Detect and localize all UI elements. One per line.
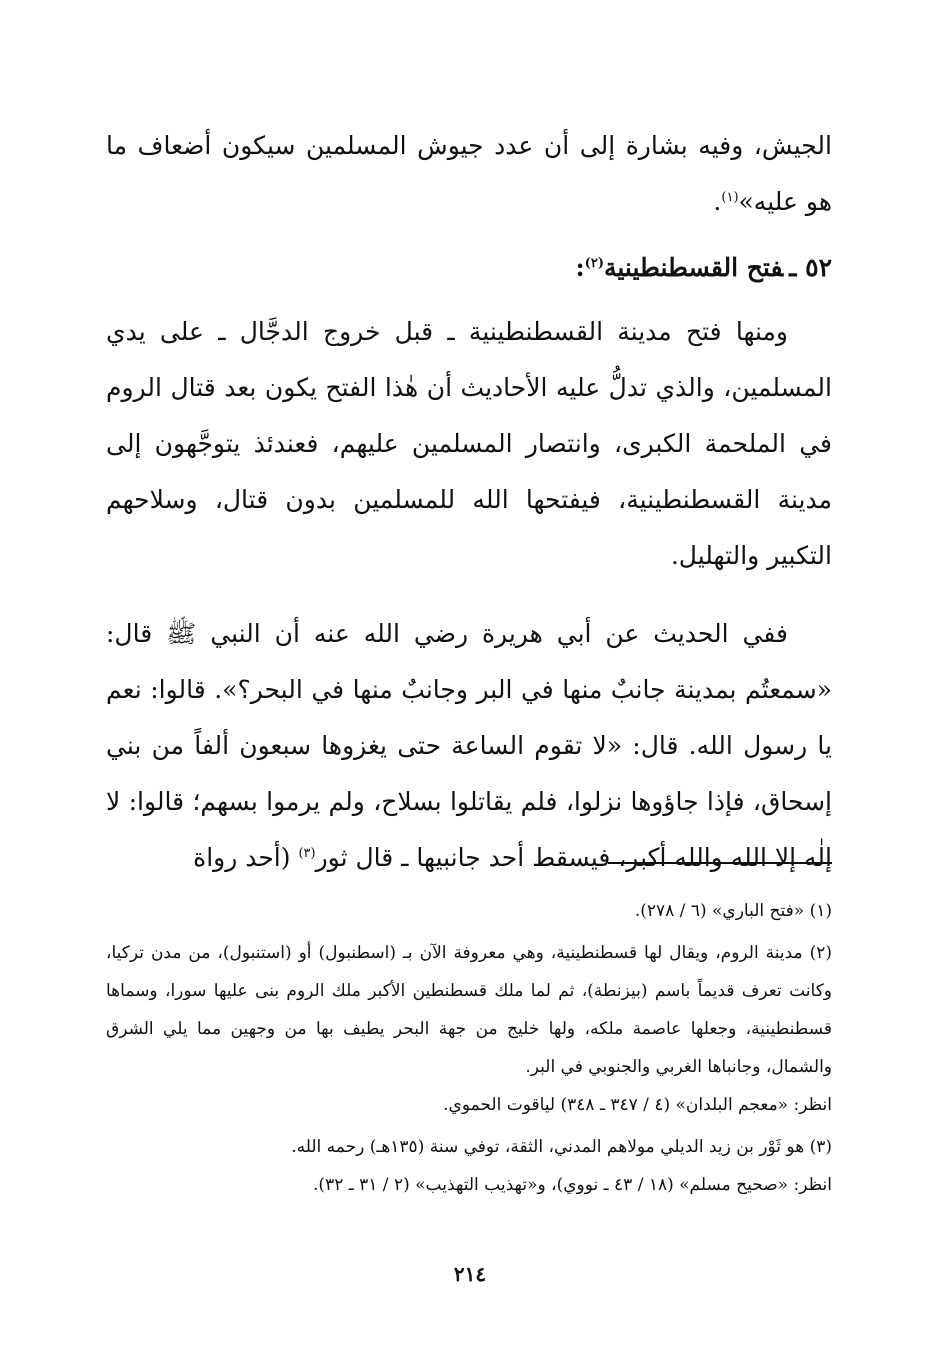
section-heading: [106, 240, 832, 296]
paragraph-1: [106, 118, 832, 230]
footnotes: [106, 892, 832, 1204]
footnote-3-reference: انظر: «صحيح مسلم» (١٨ / ٤٣ ـ نووي)، و«تهذيب التهذيب» (٢ / ٣١ ـ ٣٢).: [313, 1175, 832, 1195]
section-heading-end: :: [575, 253, 585, 282]
section-title: فتح القسطنطينية: [603, 253, 784, 282]
paragraph-3: [106, 606, 832, 886]
footnote-marker-3: (٣): [298, 846, 316, 861]
paragraph-3-text: ففي الحديث عن أبي هريرة رضي الله عنه أن النبي ﷺ قال: «سمعتُم بمدينة جانبٌ منها في البر وجانبٌ منها في البحر؟». قالوا: نعم يا رسول الله. قال: «لا تقوم الساعة حتى يغزوها سبعون ألفاً من بني إسحاق، فإذا جاؤوها نزلوا، فلم يقاتلوا بسلاح، ولم يرموا بسهم؛ قالوا: لا إلٰه إلا الله والله أكبر، فيسقط أحد جانبيها ـ قال ثور: [106, 619, 833, 872]
main-text: [106, 118, 832, 886]
section-number: ٥٢ ـ: [789, 253, 832, 282]
footnote-2-reference: انظر: «معجم البلدان» (٤ / ٣٤٧ ـ ٣٤٨) لياقوت الحموي.: [443, 1095, 832, 1115]
paragraph-1-end: .: [713, 187, 722, 216]
page-number: ٢١٤: [453, 1262, 487, 1286]
footnote-2: (٢) مدينة الروم، ويقال لها قسطنطينية، وهي معروفة الآن بـ (اسطنبول) أو (استنبول)، من مدن تركيا، وكانت تعرف قديماً باسم (بيزنطة)، ثم لما ملك قسطنطين الأكبر ملك الروم بنى عليها سورا، وسماها قسطنطينية، وجعلها عاصمة ملكه، ولها خليج من جهة البحر يطيف بها من وجهين مما يلي الشرق والشمال، وجانباها الغربي والجنوبي في البر.: [106, 943, 832, 1077]
footnote-1: (١) «فتح الباري» (٦ / ٢٧٨).: [634, 901, 832, 921]
footnote-separator: [608, 862, 832, 864]
paragraph-3-end: (أحد رواة: [193, 843, 299, 872]
footnote-3: (٣) هو ثَوْر بن زيد الديلي مولاهم المدني، الثقة، توفي سنة (١٣٥هـ) رحمه الله.: [291, 1137, 832, 1157]
paragraph-1-text: الجيش، وفيه بشارة إلى أن عدد جيوش المسلمين سيكون أضعاف ما هو عليه»: [106, 131, 832, 216]
paragraph-2: ومنها فتح مدينة القسطنطينية ـ قبل خروج الدجَّال ـ على يدي المسلمين، والذي تدلُّ عليه الأحاديث أن هٰذا الفتح يكون بعد قتال الروم في الملحمة الكبرى، وانتصار المسلمين عليهم، فعندئذ يتوجَّهون إلى مدينة القسطنطينية، فيفتحها الله للمسلمين بدون قتال، وسلاحهم التكبير والتهليل.: [106, 317, 832, 570]
footnote-marker-2: (٢): [584, 256, 604, 271]
footnote-marker-1: (١): [721, 190, 739, 205]
